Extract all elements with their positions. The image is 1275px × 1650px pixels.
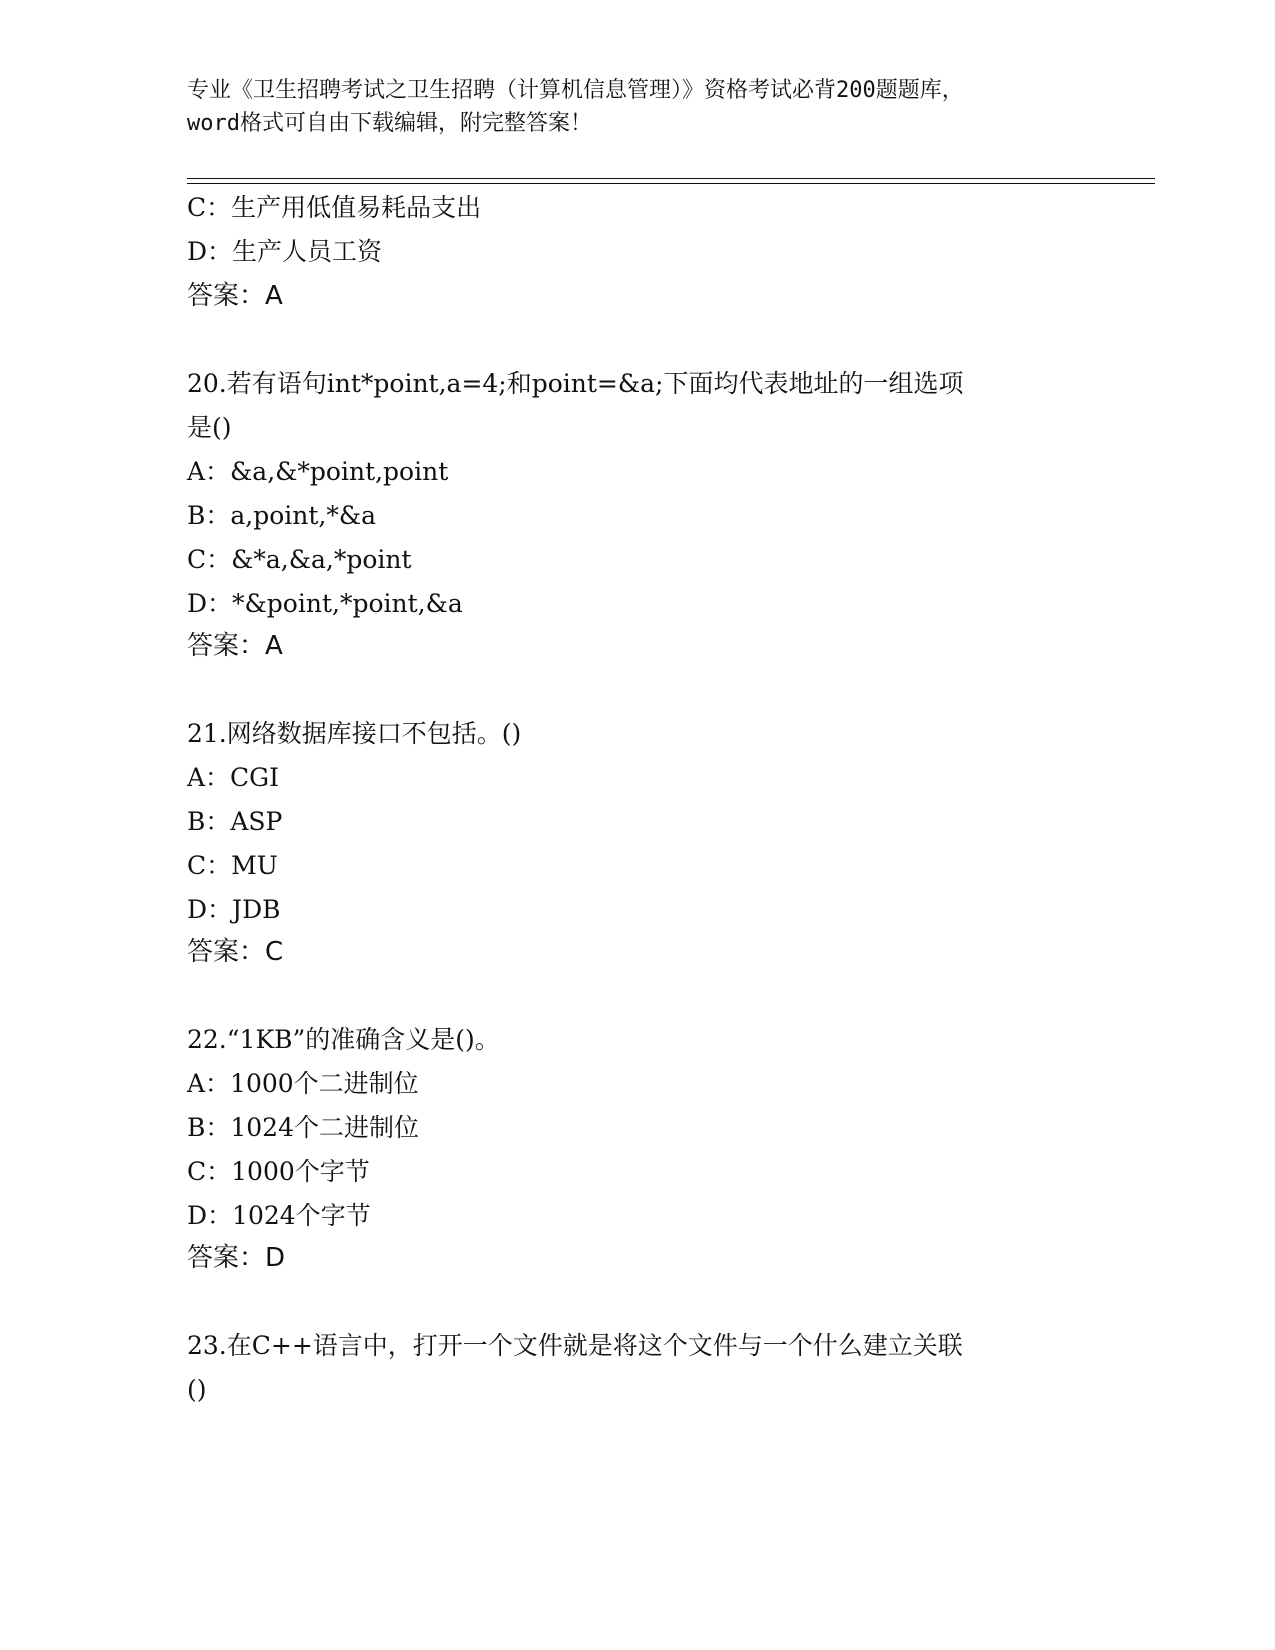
question-20-stem-cont: 是() bbox=[187, 413, 232, 442]
document-header bbox=[187, 74, 1087, 140]
question-22-option-c: C：1000个字节 bbox=[187, 1157, 370, 1186]
question-22-option-a: A：1000个二进制位 bbox=[187, 1069, 419, 1098]
question-21-option-c: C：MU bbox=[187, 851, 278, 880]
question-22-option-d: D：1024个字节 bbox=[187, 1201, 371, 1230]
header-line-1: 专业《卫生招聘考试之卫生招聘（计算机信息管理）》资格考试必背200题题库， bbox=[187, 78, 964, 103]
question-20-option-a: A：&a,&*point,point bbox=[187, 457, 449, 486]
question-21-stem: 21.网络数据库接口不包括。() bbox=[187, 719, 522, 748]
question-21-option-b: B：ASP bbox=[187, 807, 283, 836]
question-20-stem: 20.若有语句int*point,a=4;和point=&a;下面均代表地址的一组选项 bbox=[187, 369, 964, 398]
option-c: C：生产用低值易耗品支出 bbox=[187, 193, 482, 222]
question-23-stem-cont: () bbox=[187, 1375, 207, 1404]
header-line-2: word格式可自由下载编辑，附完整答案！ bbox=[187, 111, 592, 136]
question-21-answer: 答案：C bbox=[187, 937, 284, 967]
option-d: D：生产人员工资 bbox=[187, 237, 383, 266]
question-22-answer: 答案：D bbox=[187, 1243, 286, 1273]
header-divider-top bbox=[187, 178, 1155, 179]
question-23-stem: 23.在C++语言中，打开一个文件就是将这个文件与一个什么建立关联 bbox=[187, 1331, 963, 1360]
question-22-option-b: B：1024个二进制位 bbox=[187, 1113, 419, 1142]
question-21-option-d: D：JDB bbox=[187, 895, 281, 924]
answer-line: 答案：A bbox=[187, 281, 283, 311]
question-20-option-d: D：*&point,*point,&a bbox=[187, 589, 463, 618]
question-20-option-b: B：a,point,*&a bbox=[187, 501, 377, 530]
header-divider-bottom bbox=[187, 183, 1155, 184]
question-20-option-c: C：&*a,&a,*point bbox=[187, 545, 412, 574]
question-21-option-a: A：CGI bbox=[187, 763, 280, 792]
question-22-stem: 22.“1KB”的准确含义是()。 bbox=[187, 1025, 500, 1054]
question-20-answer: 答案：A bbox=[187, 631, 283, 661]
